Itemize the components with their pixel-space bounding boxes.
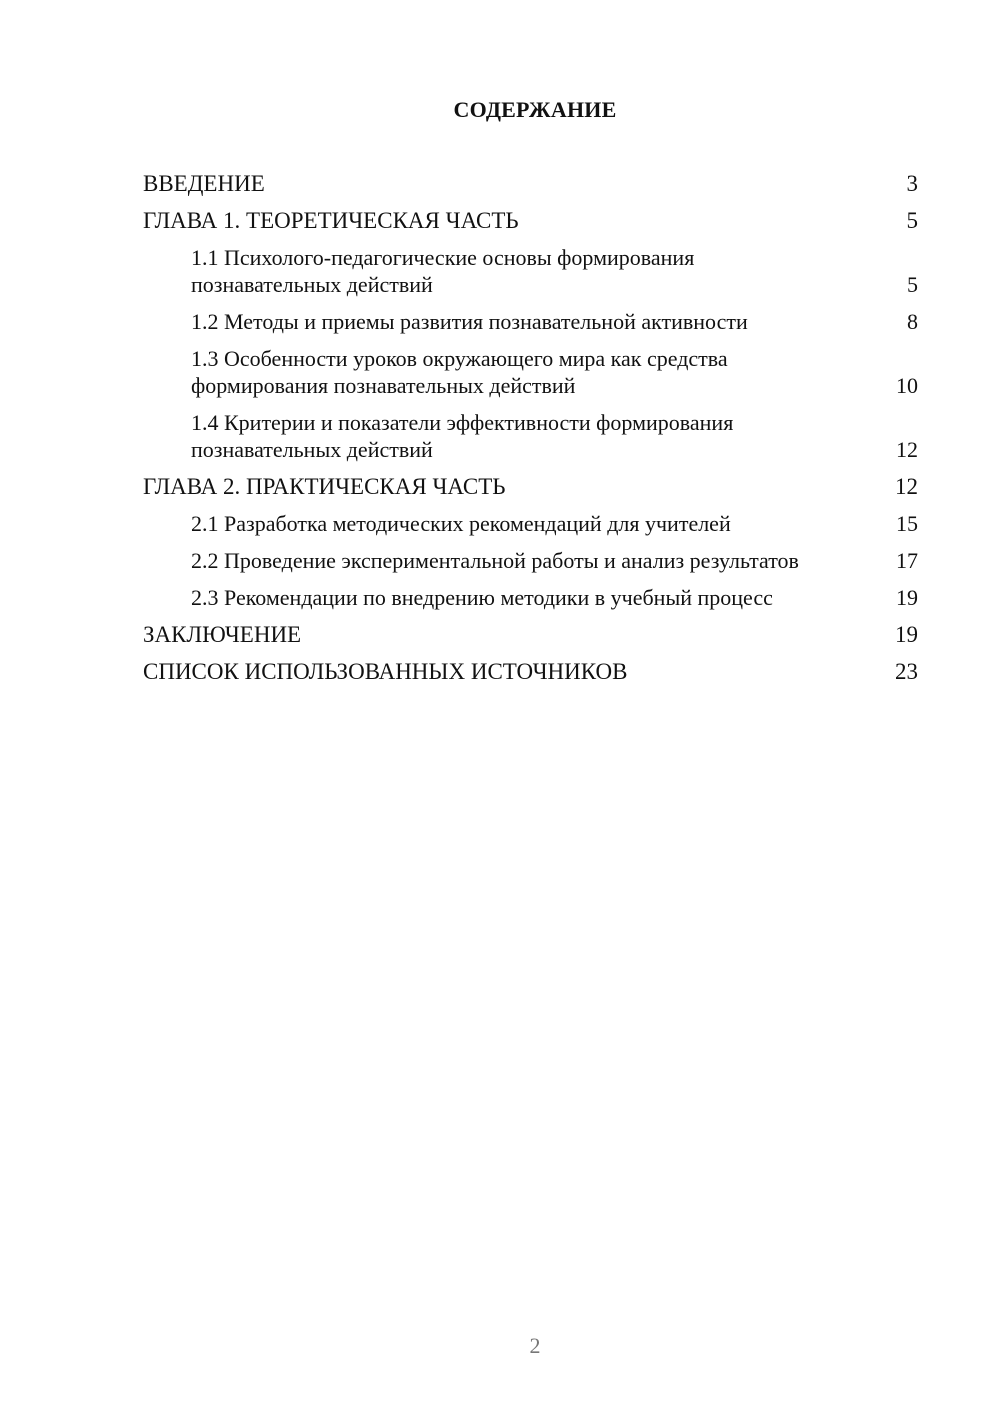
toc-entry-label: ЗАКЛЮЧЕНИЕ [143, 622, 302, 647]
toc-entry-references[interactable] [143, 658, 918, 685]
toc-entry-section-2-2[interactable] [143, 547, 918, 574]
toc-entry-page: 19 [895, 622, 918, 647]
page-title: СОДЕРЖАНИЕ [453, 97, 617, 122]
toc-entry-section-1-4[interactable] [143, 409, 918, 463]
toc-entry-section-1-3[interactable] [143, 345, 918, 399]
toc-entry-label: ГЛАВА 2. ПРАКТИЧЕСКАЯ ЧАСТЬ [143, 474, 506, 499]
toc-entry-introduction[interactable] [143, 170, 918, 197]
toc-entry-label: ВВЕДЕНИЕ [143, 171, 265, 196]
toc-entry-label: 2.1 Разработка методических рекомендаций для учителей [191, 511, 731, 536]
toc-entry-page: 3 [906, 171, 918, 196]
toc-entry-page: 8 [907, 309, 918, 334]
toc-entry-page: 23 [895, 659, 918, 684]
toc-entry-label: СПИСОК ИСПОЛЬЗОВАННЫХ ИСТОЧНИКОВ [143, 659, 628, 684]
toc-entry-label: 1.2 Методы и приемы развития познавательной активности [191, 309, 748, 334]
toc-entry-section-1-1[interactable] [143, 244, 918, 298]
toc-entry-page: 15 [896, 511, 918, 536]
toc-entry-page: 12 [896, 437, 918, 462]
toc-entry-label: ГЛАВА 1. ТЕОРЕТИЧЕСКАЯ ЧАСТЬ [143, 208, 519, 233]
toc-entry-page: 12 [895, 474, 918, 499]
toc-entry-page: 17 [896, 548, 918, 573]
page-number: 2 [529, 1333, 541, 1358]
toc-entry-chapter-2[interactable] [143, 473, 918, 500]
toc-entry-label: 2.2 Проведение экспериментальной работы и анализ результатов [191, 548, 799, 573]
toc-entry-section-1-2[interactable] [143, 308, 918, 335]
toc-entry-page: 19 [896, 585, 918, 610]
toc-entry-label: 1.3 Особенности уроков окружающего мира как средства формирования познавательных действий [191, 346, 728, 398]
toc-entry-section-2-1[interactable] [143, 510, 918, 537]
toc-entry-label: 2.3 Рекомендации по внедрению методики в учебный процесс [191, 585, 773, 610]
toc-entry-page: 10 [896, 373, 918, 398]
toc-entry-chapter-1[interactable] [143, 207, 918, 234]
toc-entry-page: 5 [906, 208, 918, 233]
table-of-contents [143, 170, 918, 695]
toc-entry-page: 5 [907, 272, 918, 297]
toc-entry-section-2-3[interactable] [143, 584, 918, 611]
toc-entry-label: 1.4 Критерии и показатели эффективности формирования познавательных действий [191, 410, 734, 462]
toc-entry-conclusion[interactable] [143, 621, 918, 648]
toc-entry-label: 1.1 Психолого-педагогические основы формирования познавательных действий [191, 245, 695, 297]
